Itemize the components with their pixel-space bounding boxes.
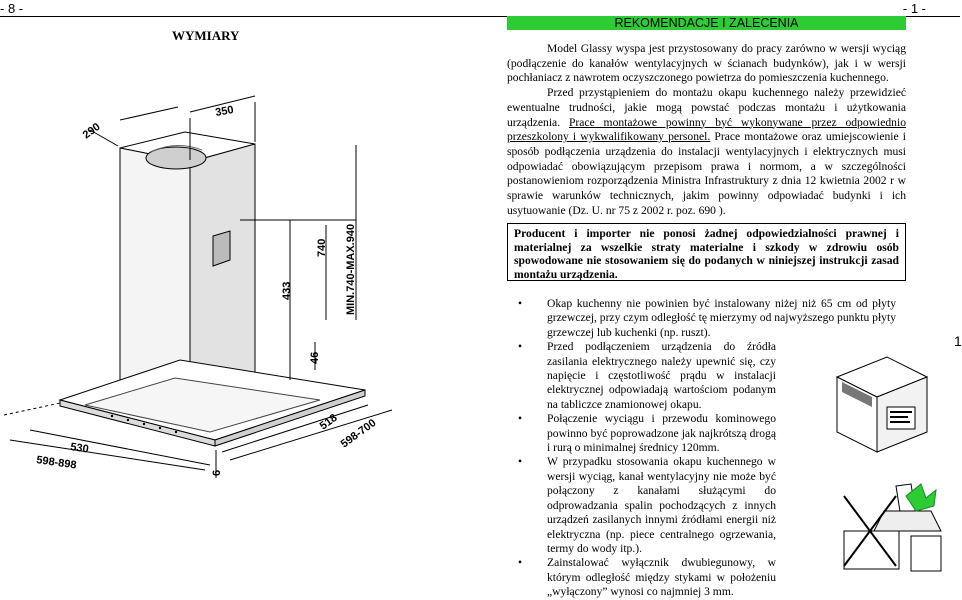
dimensions-title: WYMIARY bbox=[172, 28, 240, 43]
dim-6: 6 bbox=[211, 469, 223, 476]
dim-530: 530 bbox=[69, 441, 90, 456]
no-gas-connection-icon bbox=[836, 476, 948, 576]
dim-46: 46 bbox=[309, 351, 321, 364]
dim-518: 518 bbox=[317, 411, 340, 433]
page-number-right: - 1 - bbox=[902, 1, 926, 16]
dim-min-max: MIN.740-MAX.940 bbox=[345, 223, 357, 315]
liability-warning-box: Producent i importer nie ponosi żadnej odpowiedzialności prawnej i materialnej za wszelkie straty materialne i szkody w zdrowiu osób spowodowane nie stosowaniem się do podanych w niniejszej instrukcji zasad montażu urządzenia. bbox=[507, 223, 906, 281]
paragraph-regulations: Prace montażowe oraz umiejscowienie i sposób podłączenia urządzenia do instalacji wentylacyjnych i elektrycznych musi odpowiadać obowiązującym przepisom prawa i normom, a w szczególności postanowieniom rozporządzenia Ministra Infrastruktury z dnia 12 kwietnia 2002 r w sprawie warunków technicznych, jakim powinny odpowiadać budynki i ich usytuowanie (Dz. U. nr 75 z 2002 r. poz. 690 ). bbox=[507, 130, 906, 217]
bullet-icon: • bbox=[518, 455, 523, 469]
hood-label-icon bbox=[832, 352, 932, 462]
paragraph-model: Model Glassy wyspa jest przystosowany do pracy zarówno w wersji wyciąg (podłączenie do kanałów wentylacyjnych w ścianach budynków), jak i w wersji pochłaniacz z nawrotem oczyszczonego powietrza do pomieszczenia kuchennego. bbox=[507, 42, 906, 85]
dim-598-700: 598-700 bbox=[338, 416, 379, 451]
hood-dimension-drawing bbox=[0, 60, 400, 480]
list-item: • W przypadku stosowania okapu kuchennego w wersji wyciąg, kanał wentylacyjny nie może być połączony z kanałami służącymi do odprowadzania spalin pochodzących z innych urządzeń zasilanych innymi źródłami energii niż elektryczna (np. piece centralnego ogrzewania, termy do wody itp.). bbox=[518, 455, 776, 555]
list-item: • Połączenie wyciągu i przewodu kominowego powinno być poprowadzone jak najkrótszą drogą i rurą o minimalnej średnicy 120mm. bbox=[518, 412, 776, 455]
control-panel bbox=[213, 231, 230, 266]
page-number-left: - 8 - bbox=[0, 1, 24, 16]
list-item: • Okap kuchenny nie powinien być instalowany niżej niż 65 cm od płyty grzewczej, przy czym odległość tę mierzymy od najwyższego punktu płyty grzewczej lub kuchenki (np. ruszt). bbox=[518, 297, 896, 339]
section-heading: REKOMENDACJE I ZALECENIA bbox=[507, 16, 906, 30]
paragraph-installation bbox=[507, 86, 906, 218]
dim-740: 740 bbox=[316, 238, 328, 257]
recommendations-text bbox=[507, 42, 906, 218]
paragraph-qualified-staff: Prace montażowe powinny być wykonywane przez odpowiednio przeszkolony i wykwalifikowany personel. bbox=[507, 115, 906, 144]
bullet-icon: • bbox=[518, 340, 523, 354]
bullet-icon: • bbox=[518, 556, 523, 570]
paragraph-installation-intro: Przed przystąpieniem do montażu okapu kuchennego należy przewidzieć ewentualne trudności, jakie mogą powstać podczas montażu i użytkowania urządzenia. bbox=[507, 86, 906, 129]
dim-598-898: 598-898 bbox=[35, 454, 78, 472]
page-edge-mark: 1 bbox=[954, 333, 962, 349]
list-item: • Przed podłączeniem urządzenia do źródła zasilania elektrycznego należy upewnić się, czy napięcie i częstotliwość prądu w instalacji elektrycznej odpowiadają wartościom podanym na tabliczce znamionowej okapu. bbox=[518, 340, 776, 411]
dim-290: 290 bbox=[80, 120, 103, 142]
dim-350: 350 bbox=[214, 103, 235, 119]
list-item: • Zainstalować wyłącznik dwubiegunowy, w którym odległość między stykami w położeniu „wyłączony” wynosi co najmniej 3 mm. bbox=[518, 556, 776, 599]
bullet-icon: • bbox=[518, 297, 523, 310]
dim-433: 433 bbox=[281, 281, 293, 300]
bullet-icon: • bbox=[518, 412, 523, 426]
